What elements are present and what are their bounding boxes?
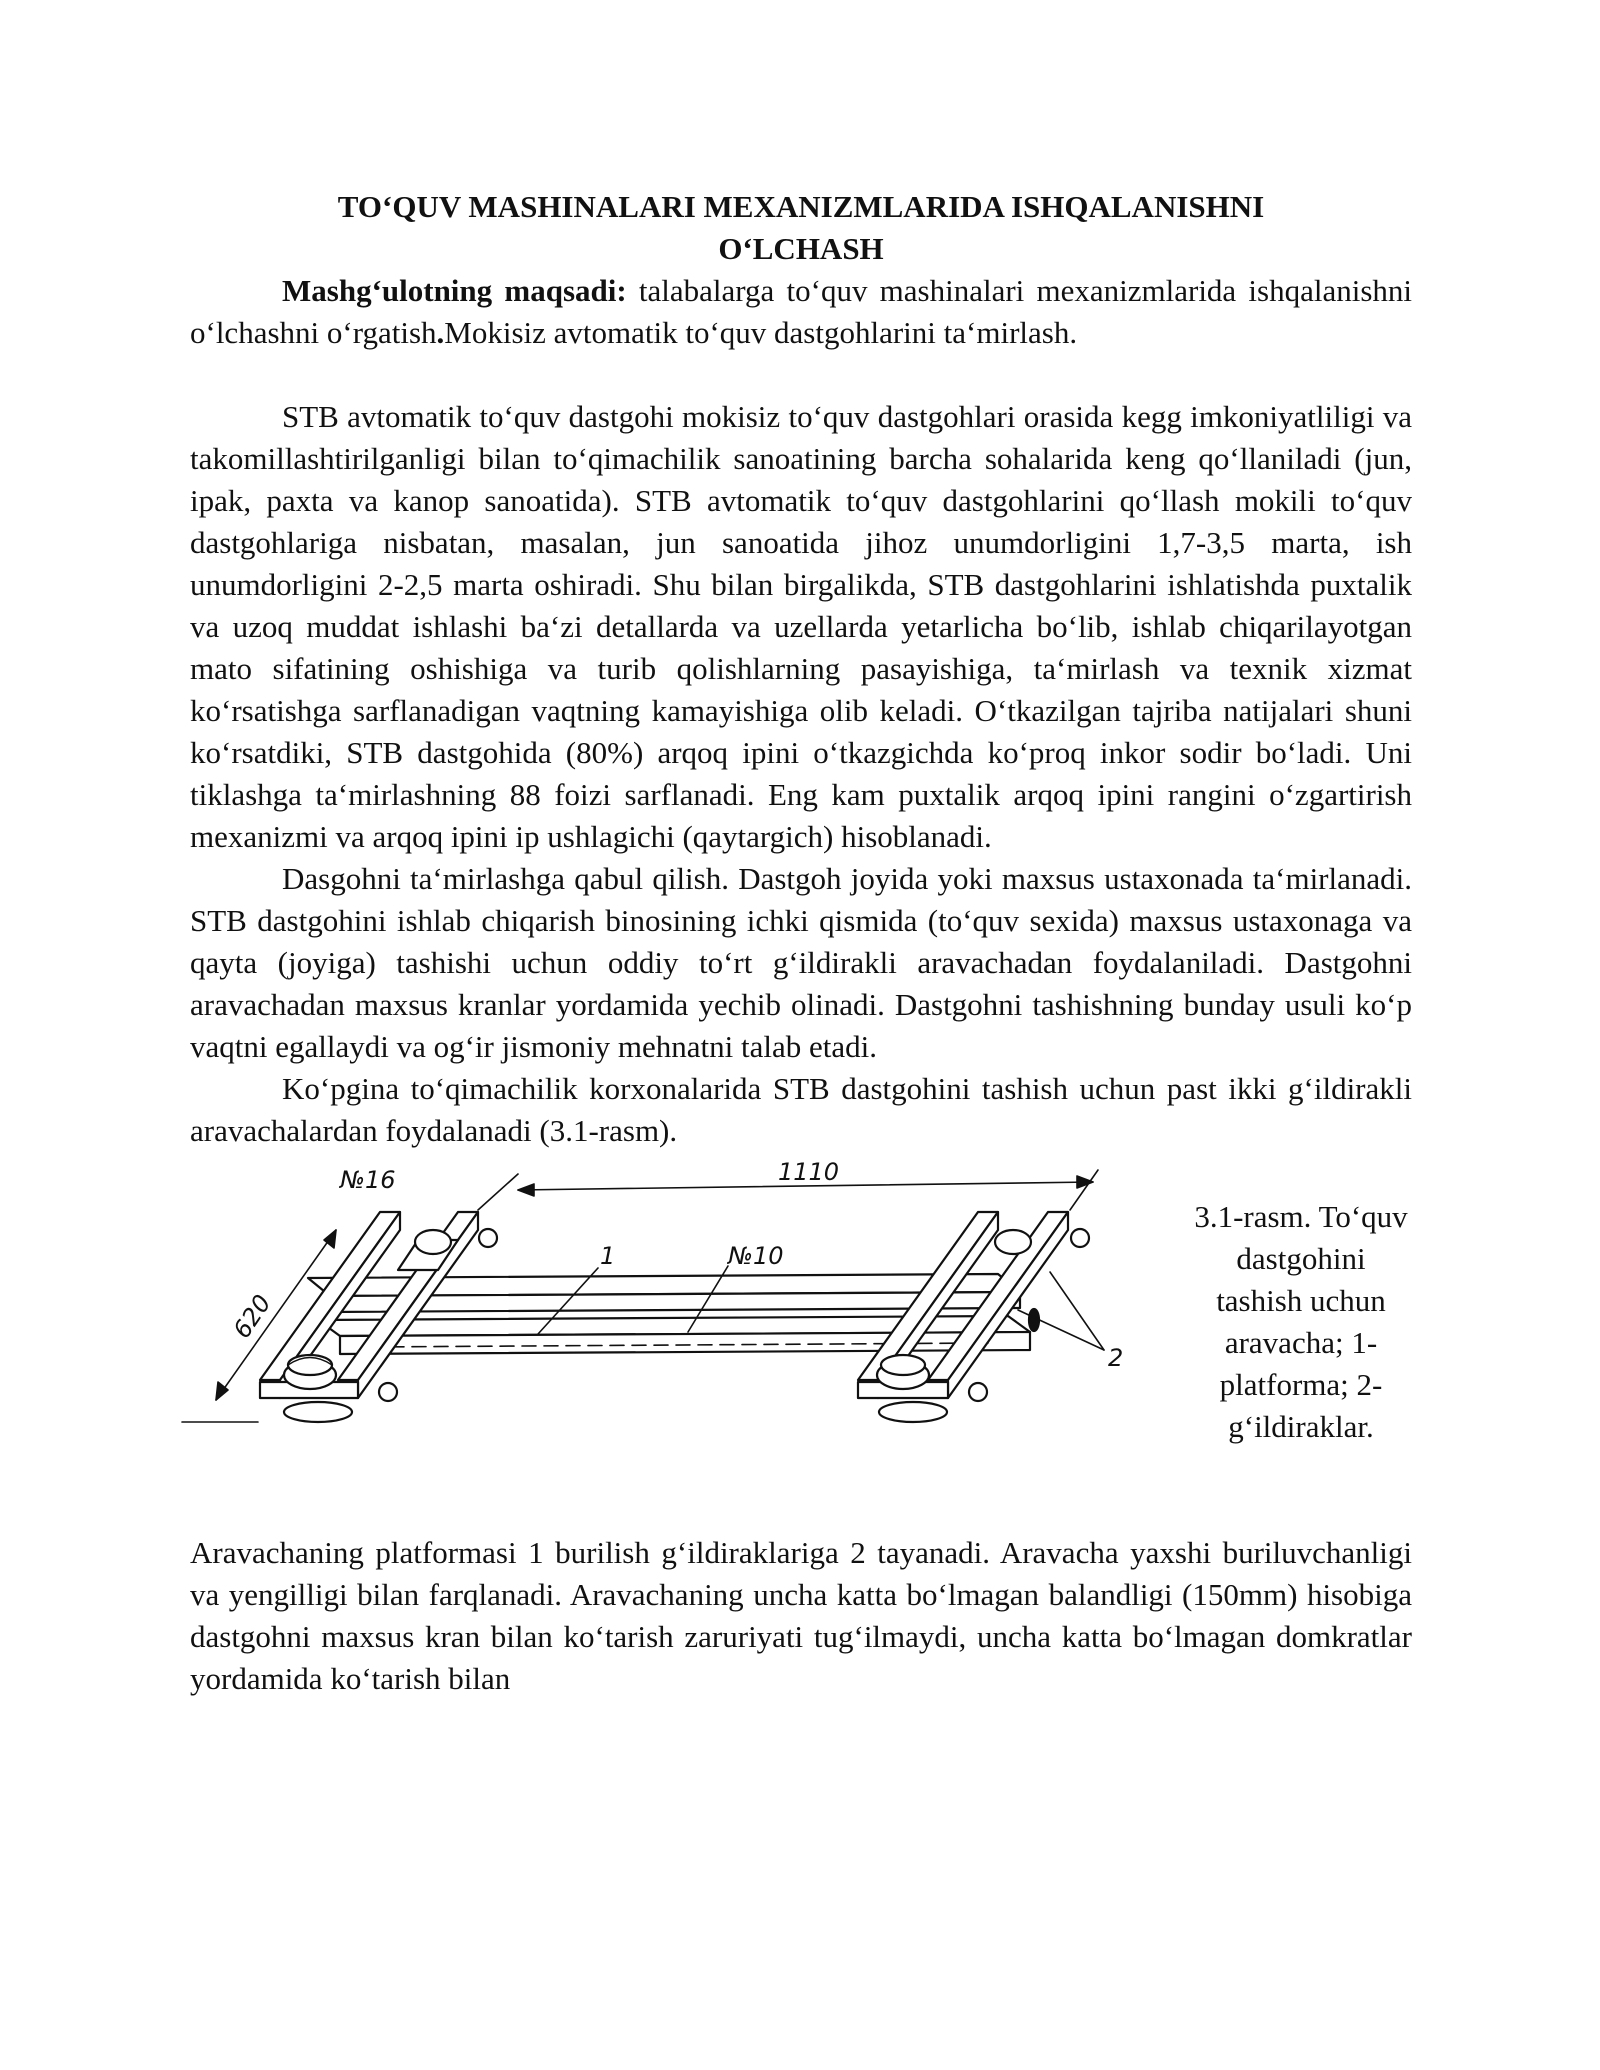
left-channel xyxy=(260,1212,497,1422)
figure-caption: 3.1-rasm. To‘quv dastgohini tashish uchun aravacha; 1-platforma; 2-g‘ildiraklar. xyxy=(1194,1199,1408,1444)
goal-dot: . xyxy=(436,315,445,350)
goal-text-a: talabalarga to‘quv mashinalari mexanizmlarida ishqalanishni o‘lchashni o‘rgatish xyxy=(190,273,1412,350)
document-title xyxy=(190,186,1412,270)
label-dimension-1110: 1110 xyxy=(778,1160,840,1186)
goal-paragraph xyxy=(190,270,1412,354)
document-page xyxy=(190,186,1412,1700)
goal-label: Mashg‘ulotning maqsadi: xyxy=(282,273,627,308)
cart-drawing xyxy=(168,1160,1168,1520)
paragraph-3: Ko‘pgina to‘qimachilik korxonalarida STB dastgohini tashish uchun past ikki g‘ildirakli aravachalardan foydalanadi (3.1-rasm). xyxy=(190,1071,1412,1148)
title-line-2: O‘LCHASH xyxy=(718,231,884,266)
paragraph-gap xyxy=(190,354,1412,396)
paragraph-2: Dasgohni ta‘mirlashga qabul qilish. Dastgoh joyida yoki maxsus ustaxonada ta‘mirlanadi. STB dastgohini ishlab chiqarish binosining ichki qismida (to‘quv sexida) maxsus ustaxonaga va qayta (joyiga) tashishi uchun oddiy to‘rt g‘ildirakli aravachadan foydalaniladi. Dastgohni aravachadan maxsus kranlar yordamida yechib olinadi. Dastgohni tashishning bunday usuli ko‘p vaqtni egallaydi va og‘ir jismoniy mehnatni talab etadi. xyxy=(190,861,1412,1064)
title-line-1: TO‘QUV MASHINALARI MEXANIZMLARIDA ISHQALANISHNI xyxy=(337,189,1265,224)
label-dimension-620: 620 xyxy=(227,1289,277,1344)
label-1: 1 xyxy=(600,1242,616,1270)
label-channel-10: №10 xyxy=(728,1242,784,1270)
paragraph-4: Aravachaning platformasi 1 burilish g‘ildiraklariga 2 tayanadi. Aravacha yaxshi buriluvchanligi va yengilligi bilan farqlanadi. Aravachaning uncha katta bo‘lmagan balandligi (150mm) hisobiga dastgohni maxsus kran bilan ko‘tarish zaruriyati tug‘ilmaydi, uncha katta bo‘lmagan domkratlar yordamida ko‘tarish bilan xyxy=(190,1535,1412,1696)
figure-3-1 xyxy=(190,1160,1412,1528)
paragraph-1: STB avtomatik to‘quv dastgohi mokisiz to‘quv dastgohlari orasida kegg imkoniyatliligi va takomillashtirilganligi bilan to‘qimachilik sanoatining barcha sohalarida keng qo‘llaniladi (jun, ipak, paxta va kanop sanoatida). STB avtomatik to‘quv dastgohlarini qo‘llash mokili to‘quv dastgohlariga nisbatan, masalan, jun sanoatida jihoz unumdorligini 1,7-3,5 marta, ish unumdorligini 2-2,5 marta oshiradi. Shu bilan birgalikda, STB dastgohlarini ishlatishda puxtalik va uzoq muddat ishlashi ba‘zi detallarda va uzellarda yetarlicha bo‘lib, ishlab chiqarilayotgan mato sifatining oshishiga va turib qolishlarning pasayishiga, ta‘mirlash va texnik xizmat ko‘rsatishga sarflanadigan vaqtning kamayishiga olib keladi. O‘tkazilgan tajriba natijalari shuni ko‘rsatdiki, STB dastgohida (80%) arqoq ipini o‘tkazgichda ko‘proq inkor sodir bo‘ladi. Uni tiklashga ta‘mirlashning 88 foizi sarflanadi. Eng kam puxtalik arqoq ipini rangini o‘zgartirish mexanizmi va arqoq ipini ip ushlagichi (qaytargich) hisoblanadi. xyxy=(190,399,1412,854)
goal-text-b: Mokisiz avtomatik to‘quv dastgohlarini ta‘mirlash. xyxy=(444,315,1078,350)
label-channel-16: №16 xyxy=(340,1166,396,1194)
label-2: 2 xyxy=(1108,1344,1124,1372)
